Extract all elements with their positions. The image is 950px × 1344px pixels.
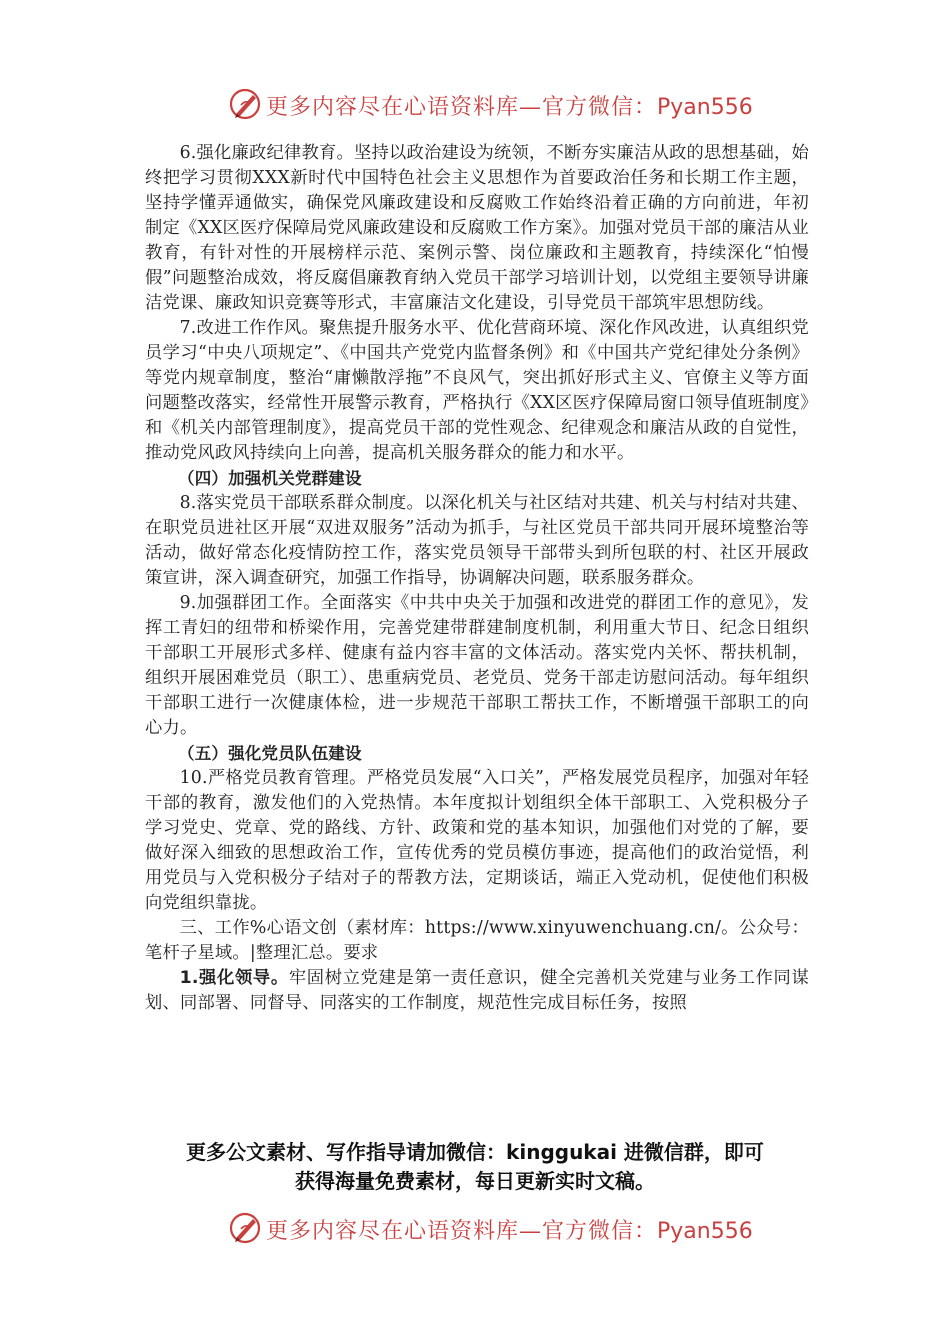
document-body <box>145 141 809 1016</box>
footer-banner <box>0 1210 950 1250</box>
paragraph-requirement-1 <box>145 966 809 1016</box>
pen-logo-icon <box>228 1210 264 1246</box>
header-banner <box>0 86 950 126</box>
paragraph-8: 8.落实党员干部联系群众制度。以深化机关与社区结对共建、机关与村结对共建、在职党员进社区开展“双进双服务”活动为抓手，与社区党员干部共同开展环境整治等活动，做好常态化疫情防控工作，落实党员领导干部带头到所包联的村、社区开展政策宣讲，深入调查研究，加强工作指导，协调解决问题，联系服务群众。 <box>145 493 809 588</box>
notice-line-1: 更多公文素材、写作指导请加微信：kinggukai 进微信群，即可 <box>186 1140 764 1164</box>
section-heading-3-requirements: 三、工作%心语文创（素材库：https://www.xinyuwenchuang.cn/。公众号：笔杆子星域。|整理汇总。要求 <box>145 918 809 963</box>
header-banner-text: 更多内容尽在心语资料库—官方微信：Pyan556 <box>266 95 753 120</box>
requirement-1-text: 牢固树立党建是第一责任意识，健全完善机关党建与业务工作同谋划、同部署、同督导、同落实的工作制度，规范性完成目标任务，按照 <box>145 968 809 1013</box>
paragraph-9: 9.加强群团工作。全面落实《中共中央关于加强和改进党的群团工作的意见》，发挥工青妇的纽带和桥梁作用，完善党建带群建制度机制，利用重大节日、纪念日组织干部职工开展形式多样、健康有益内容丰富的文体活动。落实党内关怀、帮扶机制，组织开展困难党员（职工）、患重病党员、老党员、党务干部走访慰问活动。每年组织干部职工进行一次健康体检，进一步规范干部职工帮扶工作，不断增强干部职工的向心力。 <box>145 593 809 738</box>
footer-banner-text: 更多内容尽在心语资料库—官方微信：Pyan556 <box>266 1219 753 1244</box>
requirement-1-lead: 1.强化领导。 <box>179 968 289 988</box>
paragraph-10: 10.严格党员教育管理。严格党员发展“入口关”，严格发展党员程序，加强对年轻干部的教育，激发他们的入党热情。本年度拟计划组织全体干部职工、入党积极分子学习党史、党章、党的路线、方针、政策和党的基本知识，加强他们对党的了解，要做好深入细致的思想政治工作，宣传优秀的党员模仿事迹，提高他们的政治觉悟，利用党员与入党积极分子结对子的帮教方法，定期谈话，端正入党动机，促使他们积极向党组织靠拢。 <box>145 768 809 913</box>
section-heading-5: （五）强化党员队伍建设 <box>178 744 362 763</box>
pen-logo-icon <box>228 86 264 122</box>
paragraph-7: 7.改进工作作风。聚焦提升服务水平、优化营商环境、深化作风改进，认真组织党员学习“中央八项规定”、《中国共产党党内监督条例》和《中国共产党纪律处分条例》等党内规章制度，整治“庸懒散浮拖”不良风气，突出抓好形式主义、官僚主义等方面问题整改落实，经常性开展警示教育，严格执行《XX区医疗保障局窗口领导值班制度》和《机关内部管理制度》，提高党员干部的党性观念、纪律观念和廉洁从政的自觉性，推动党风政风持续向上向善，提高机关服务群众的能力和水平。 <box>145 318 809 463</box>
wechat-notice <box>140 1138 810 1196</box>
paragraph-6: 6.强化廉政纪律教育。坚持以政治建设为统领，不断夯实廉洁从政的思想基础，始终把学习贯彻XXX新时代中国特色社会主义思想作为首要政治任务和长期工作主题，坚持学懂弄通做实，确保党风廉政建设和反腐败工作始终沿着正确的方向前进，年初制定《XX区医疗保障局党风廉政建设和反腐败工作方案》。加强对党员干部的廉洁从业教育，有针对性的开展榜样示范、案例示警、岗位廉政和主题教育，持续深化“怕慢假”问题整治成效，将反腐倡廉教育纳入党员干部学习培训计划，以党组主要领导讲廉洁党课、廉政知识竞赛等形式，丰富廉洁文化建设，引导党员干部筑牢思想防线。 <box>145 143 809 313</box>
notice-line-2: 获得海量免费素材，每日更新实时文稿。 <box>295 1169 655 1193</box>
section-heading-4: （四）加强机关党群建设 <box>178 469 362 488</box>
